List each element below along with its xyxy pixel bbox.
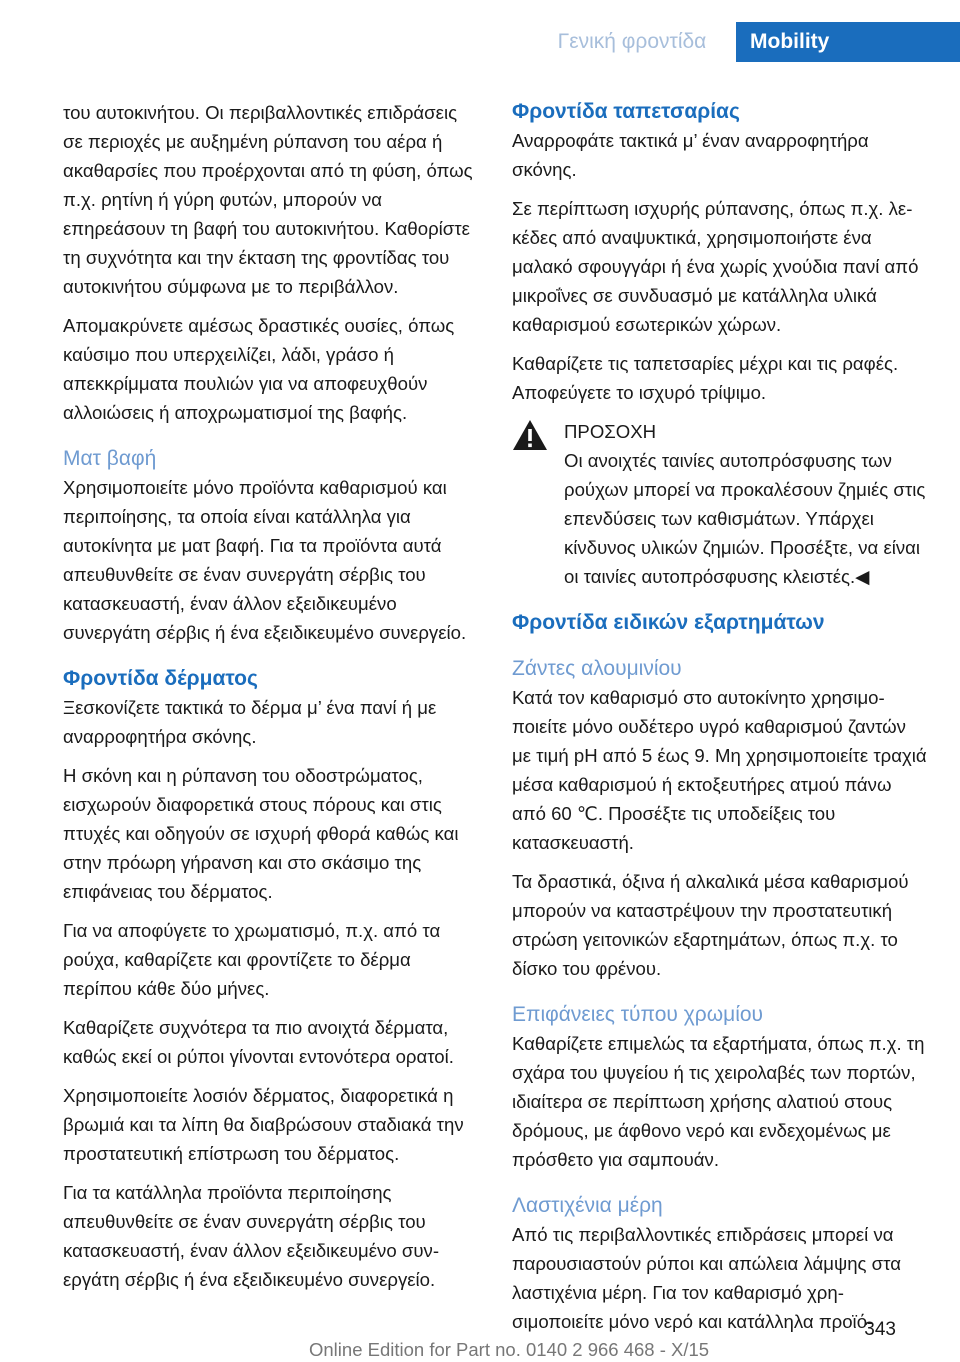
heading-rubber-parts: Λαστιχένια μέρη [512,1194,663,1217]
right-column [512,98,928,1346]
chapter-tabs [528,22,960,62]
edition-footer: Online Edition for Part no. 0140 2 966 468 - X/15 [309,1339,710,1360]
paragraph: Για τα κατάλληλα προϊόντα περιποίησης απευθυνθείτε σε έναν συνεργάτη σέρβις του κατασκευαστή, έναν άλλον εξειδικευμένο συνεργάτη σέρβις ή ένα εξειδικευμένο συνεργείο. [63,1182,440,1290]
paragraph: Για να αποφύγετε το χρωματισμό, π.χ. από τα ρούχα, καθαρίζετε και φροντίζετε το δέρμα περίπου κάθε δύο μήνες. [63,920,441,999]
paragraph: Από τις περιβαλλοντικές επιδράσεις μπορεί να παρουσιαστούν ρύποι και απώλεια λάμψης στα λαστιχένια μέρη. Για τον καθαρισμό χρησιμοποιείτε μόνο νερό και κατάλληλα προϊό- [512,1224,901,1332]
paragraph: Ξεσκονίζετε τακτικά το δέρμα μ’ ένα πανί ή με αναρροφητήρα σκόνης. [63,697,437,747]
paragraph: Καθαρίζετε συχνότερα τα πιο ανοιχτά δέρματα, καθώς εκεί οι ρύποι γίνονται εντονότερα ορατοί. [63,1017,454,1067]
paragraph: Αναρροφάτε τακτικά μ’ έναν αναρροφητήρα σκόνης. [512,130,869,180]
heading-leather-care: Φροντίδα δέρματος [63,667,258,690]
paragraph: του αυτοκινήτου. Οι περιβαλλοντικές επιδράσεις σε περιοχές με αυξημένη ρύπανση του αέρα ή ακαθαρσίες που προέρχονται από τη φύση, όπως π.χ. ρητίνη ή γύρη φυτών, μπορούν να επηρεάσουν τη βαφή του αυτοκινήτου. Καθορίστε τη συχνότητα και την έκταση της φροντίδας του αυτοκινήτου σύμφωνα με το περιβάλλον. [63,102,473,297]
paragraph: Κατά τον καθαρισμό στο αυτοκίνητο χρησιμοποιείτε μόνο ουδέτερο υγρό καθαρισμού ζαντών με τιμή pH από 5 έως 9. Μη χρησιμοποιείτε τραχιά μέσα καθαρισμού ή εκτοξευτήρες ατμού πάνω από 60 ℃. Προσέξτε τις υποδείξεις του κατασκευαστή. [512,687,927,853]
heading-alloy-wheels: Ζάντες αλουμινίου [512,657,682,680]
paragraph: Απομακρύνετε αμέσως δραστικές ουσίες, όπως καύσιμο που υπερχειλίζει, λάδι, γράσο ή απεκκρίμματα πουλιών για να αποφευχθούν αλλοιώσεις ή αποχρωματισμοί της βαφής. [63,315,455,423]
paragraph: Χρησιμοποιείτε μόνο προϊόντα καθαρισμού και περιποίησης, τα οποία είναι κατάλληλα για αυτοκίνητα με ματ βαφή. Για τα προϊόντα αυτά απευθυνθείτε σε έναν συνεργάτη σέρβις του κατασκευαστή, έναν άλλον εξειδικευμένο συνεργάτη σέρβις ή ένα εξειδικευμένο συνεργείο. [63,477,467,643]
tab-mobility[interactable]: Mobility [736,22,960,62]
paragraph: Χρησιμοποιείτε λοσιόν δέρματος, διαφορετικά η βρωμιά και τα λίπη θα διαβρώσουν σταδιακά την προστατευτική επίστρωση του δέρματος. [63,1085,464,1164]
paragraph: Καθαρίζετε επιμελώς τα εξαρτήματα, όπως π.χ. τη σχάρα του ψυγείου ή τις χειρολαβές των πορτών, ιδιαίτερα σε περίπτωση χρήσης αλατιού στους δρόμους, με άφθονο νερό και ενδεχομένως με πρόσθετο για σαμπουάν. [512,1033,925,1170]
heading-upholstery-care: Φροντίδα ταπετσαρίας [512,100,740,123]
paragraph: Τα δραστικά, όξινα ή αλκαλικά μέσα καθαρισμού μπορούν να καταστρέψουν την προστατευτική στρώση γειτονικών εξαρτημάτων, όπως π.χ. το δίσκο του φρένου. [512,871,909,979]
warning-triangle-icon [512,419,548,451]
left-column [63,98,479,1304]
paragraph: Η σκόνη και η ρύπανση του οδοστρώματος, εισχωρούν διαφορετικά στους πόρους και στις πτυχές και οδηγούν σε ισχυρή φθορά καθώς και στην πρόωρη γήρανση και στο σκάσιμο της επιφάνειας του δέρματος. [63,765,459,902]
paragraph: Σε περίπτωση ισχυρής ρύπανσης, όπως π.χ. λεκέδες από αναψυκτικά, χρησιμοποιήστε ένα μαλακό σφουγγάρι ή ένα χωρίς χνούδια πανί από μικροΐνες σε συνδυασμό με κατάλληλα υλικά καθαρισμού εσωτερικών χώρων. [512,198,919,335]
caution-text: Οι ανοιχτές ταινίες αυτοπρόσφυσης των ρούχων μπορεί να προκαλέσουν ζημιές στις επενδύσεις των καθισμάτων. Υπάρχει κίνδυνος υλικών ζημιών. Προσέξτε, να είναι οι ταινίες αυτοπρόσφυσης κλειστές.◀ [564,450,926,587]
heading-special-parts-care: Φροντίδα ειδικών εξαρτημάτων [512,611,825,634]
paragraph: Καθαρίζετε τις ταπετσαρίες μέχρι και τις ραφές. Αποφεύγετε το ισχυρό τρίψιμο. [512,353,899,403]
page-number: 343 [864,1319,896,1340]
heading-chrome-surfaces: Επιφάνειες τύπου χρωμίου [512,1003,764,1026]
caution-notice [512,417,928,591]
tab-general-care[interactable]: Γενική φροντίδα [557,30,707,53]
heading-matt-paint: Ματ βαφή [63,447,157,470]
caution-title: ΠΡΟΣΟΧΗ [564,421,657,442]
